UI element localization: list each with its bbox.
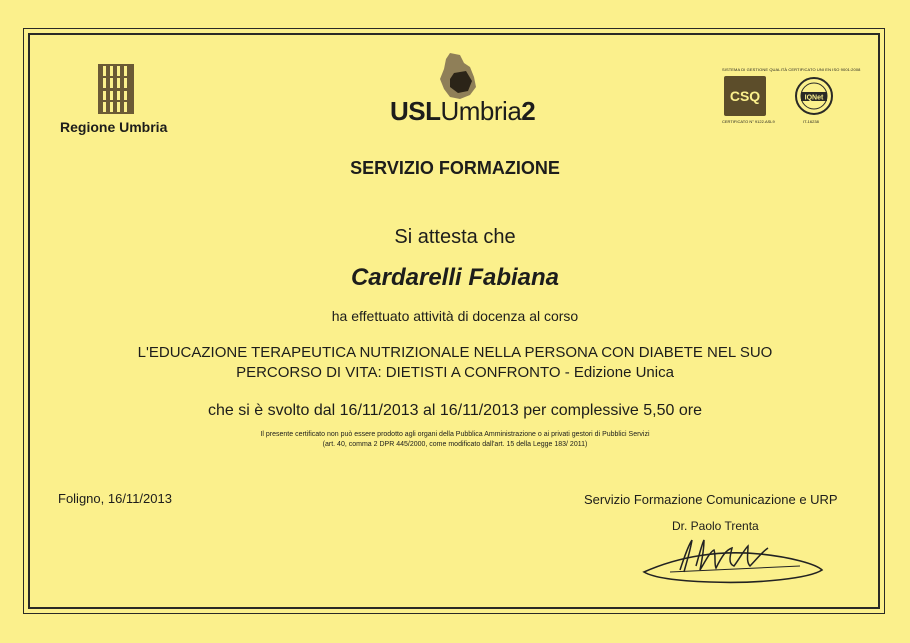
attest-line: Si attesta che [394, 226, 516, 248]
usl-region-map-icon [436, 51, 478, 101]
person-name: Cardarelli Fabiana [350, 264, 560, 291]
iqnet-logo-icon [794, 76, 834, 116]
iqnet-number: IT-16238 [803, 119, 819, 124]
csq-label: CSQ [729, 88, 761, 104]
place-date: Foligno, 16/11/2013 [58, 491, 172, 506]
handwritten-signature-icon [640, 526, 830, 586]
usl-logo-text [390, 96, 535, 127]
regione-umbria-logo-icon [98, 64, 134, 114]
activity-line: ha effettuato attività di docenza al corso [331, 308, 579, 324]
course-title-line-2: PERCORSO DI VITA: DIETISTI A CONFRONTO - Edizione Unica [236, 364, 674, 381]
course-title-line-1: L'EDUCAZIONE TERAPEUTICA NUTRIZIONALE NELLA PERSONA CON DIABETE NEL SUO [137, 344, 773, 361]
usl-bold: USL [390, 96, 441, 126]
service-title: SERVIZIO FORMAZIONE [350, 158, 560, 178]
region-label: Regione Umbria [60, 119, 168, 135]
fine-print-1: Il presente certificato non può essere prodotto agli organi della Pubblica Amministrazione o ai privati gestori di Pubblici Servizi [260, 431, 650, 438]
cert-system-text: SISTEMA DI GESTIONE QUALITÀ CERTIFICATO UNI EN ISO 9001:2008 [722, 67, 861, 72]
iqnet-label: IQNet [804, 94, 824, 102]
dates-line: che si è svolto dal 16/11/2013 al 16/11/2013 per complessive 5,50 ore [208, 402, 702, 419]
cert-number: CERTIFICATO N° 9122.ASL9 [722, 119, 775, 124]
csq-logo [724, 76, 766, 116]
signer-office: Servizio Formazione Comunicazione e URP [584, 492, 838, 507]
usl-number: 2 [521, 96, 536, 126]
usl-light: Umbria [440, 96, 522, 126]
signer-name: Dr. Paolo Trenta [672, 519, 759, 533]
fine-print-2: (art. 40, comma 2 DPR 445/2000, come modificato dall'art. 15 della Legge 183/ 2011) [322, 441, 588, 448]
